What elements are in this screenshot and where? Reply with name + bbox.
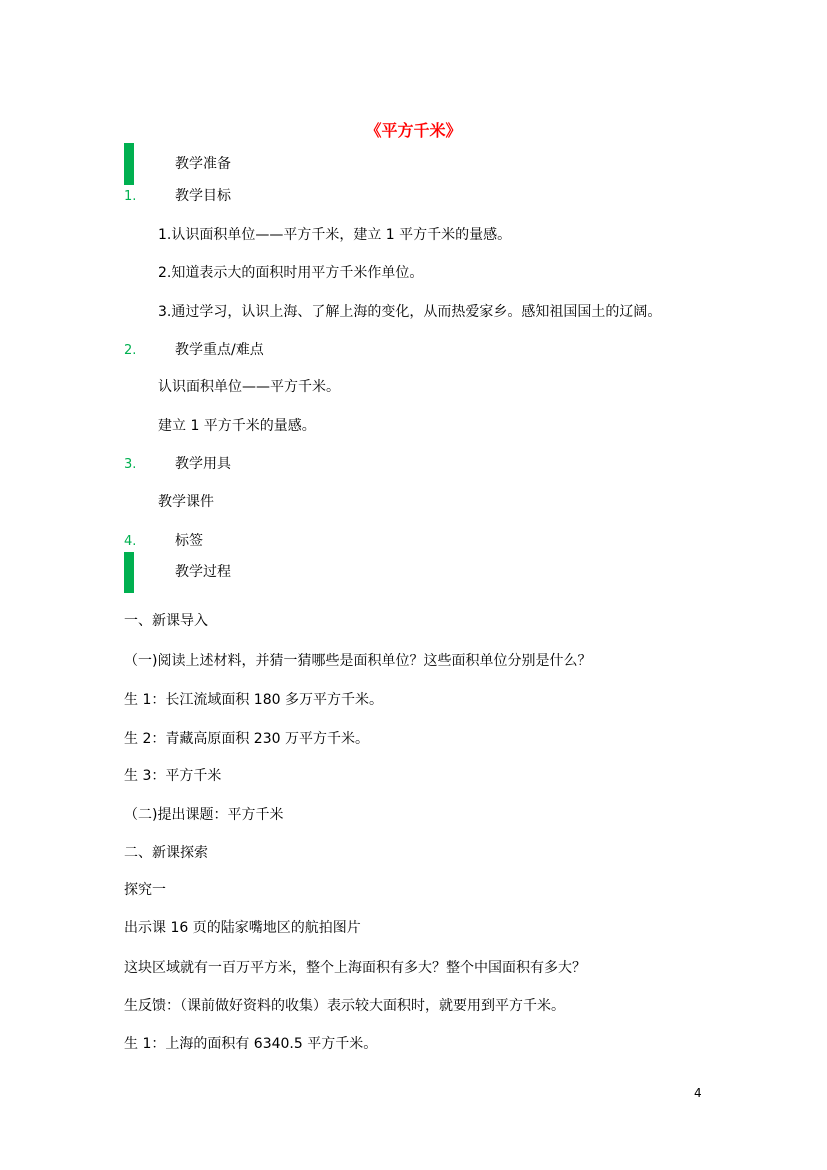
body-line: 生 3：平方千米 bbox=[124, 768, 222, 784]
heading-tools: 教学用具 bbox=[175, 456, 231, 472]
body-line: 生 1：上海的面积有 6340.5 平方千米。 bbox=[124, 1036, 378, 1052]
heading-number-1: 1. bbox=[124, 189, 137, 204]
heading-process: 教学过程 bbox=[175, 564, 231, 580]
heading-tags: 标签 bbox=[175, 533, 203, 549]
body-line: （二)提出课题：平方千米 bbox=[124, 807, 284, 823]
body-line: 二、新课探索 bbox=[124, 845, 208, 861]
body-line: 探究一 bbox=[124, 882, 166, 898]
body-line: （一)阅读上述材料，并猜一猜哪些是面积单位？这些面积单位分别是什么？ bbox=[124, 653, 592, 669]
section-marker-bar bbox=[124, 143, 134, 185]
body-line: 生反馈：（课前做好资料的收集）表示较大面积时，就要用到平方千米。 bbox=[124, 998, 565, 1014]
heading-prep: 教学准备 bbox=[175, 156, 231, 172]
heading-number-2: 2. bbox=[124, 343, 137, 358]
key-point-1: 认识面积单位——平方千米。 bbox=[158, 379, 340, 395]
heading-number-4: 4. bbox=[124, 534, 137, 549]
key-point-2: 建立 1 平方千米的量感。 bbox=[158, 418, 316, 434]
body-line: 一、新课导入 bbox=[124, 613, 208, 629]
body-line: 生 1：长江流域面积 180 多万平方千米。 bbox=[124, 692, 383, 708]
body-line: 出示课 16 页的陆家嘴地区的航拍图片 bbox=[124, 920, 361, 936]
heading-number-3: 3. bbox=[124, 457, 137, 472]
page-title: 《平方千米》 bbox=[365, 121, 462, 140]
heading-goals: 教学目标 bbox=[175, 188, 231, 204]
goal-2: 2.知道表示大的面积时用平方千米作单位。 bbox=[158, 265, 424, 281]
goal-1: 1.认识面积单位——平方千米，建立 1 平方千米的量感。 bbox=[158, 227, 512, 243]
body-line: 这块区域就有一百万平方米，整个上海面积有多大？整个中国面积有多大？ bbox=[124, 960, 586, 976]
body-line: 生 2：青藏高原面积 230 万平方千米。 bbox=[124, 731, 369, 747]
goal-3: 3.通过学习，认识上海、了解上海的变化，从而热爱家乡。感知祖国国土的辽阔。 bbox=[158, 304, 662, 320]
page-number: 4 bbox=[694, 1086, 702, 1100]
heading-key-points: 教学重点/难点 bbox=[175, 342, 264, 358]
section-marker-bar bbox=[124, 552, 134, 593]
tools-text: 教学课件 bbox=[158, 494, 214, 510]
